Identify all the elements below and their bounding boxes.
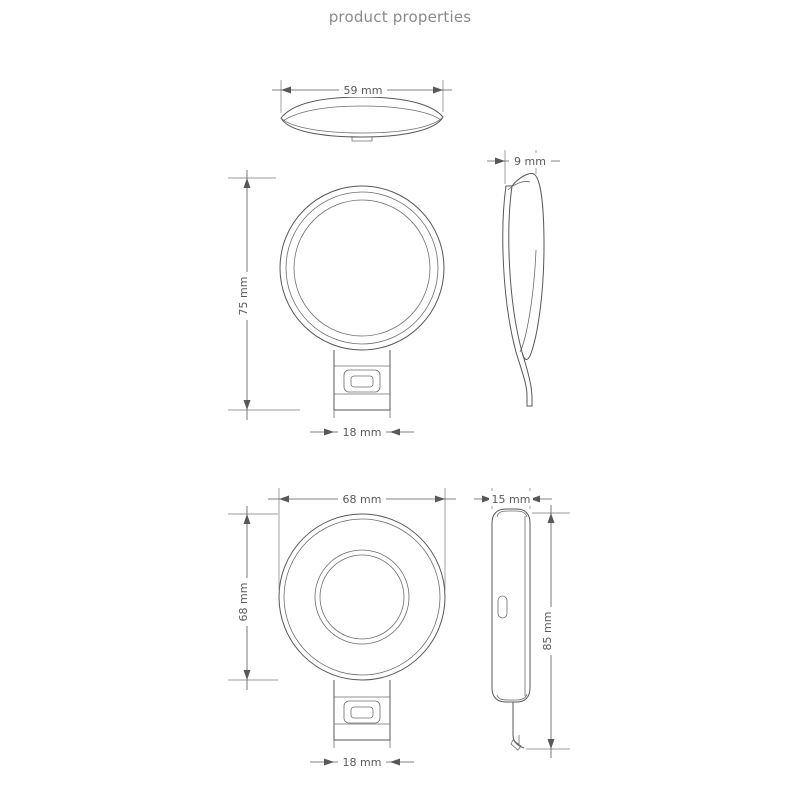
side-view-upper xyxy=(503,174,544,407)
dimension-75mm xyxy=(228,170,300,420)
dim-label-59mm: 59 mm xyxy=(343,84,383,97)
dim-label-75mm: 75 mm xyxy=(237,276,250,316)
dimension-59mm xyxy=(272,80,452,113)
dim-label-15mm: 15 mm xyxy=(491,493,531,506)
dimension-9mm xyxy=(487,150,560,184)
dimension-85mm xyxy=(526,505,570,758)
dim-label-85mm: 85 mm xyxy=(541,611,554,651)
page-title: product properties xyxy=(328,8,472,26)
dimension-18mm-lower xyxy=(310,754,414,769)
dim-label-18mm-upper: 18 mm xyxy=(342,426,382,439)
dimension-15mm xyxy=(474,488,552,509)
dimension-68mm-height xyxy=(228,506,278,690)
dimension-18mm-upper xyxy=(310,424,414,439)
side-view-lower xyxy=(492,509,530,750)
dim-label-18mm-lower: 18 mm xyxy=(342,756,382,769)
dimension-68mm-width xyxy=(268,488,456,590)
dim-label-68mm-width: 68 mm xyxy=(342,493,382,506)
dim-label-68mm-height: 68 mm xyxy=(237,582,250,622)
front-view-lower xyxy=(279,514,445,748)
top-edge-view xyxy=(281,97,443,141)
front-view-upper xyxy=(280,186,444,418)
dim-label-9mm: 9 mm xyxy=(514,155,546,168)
